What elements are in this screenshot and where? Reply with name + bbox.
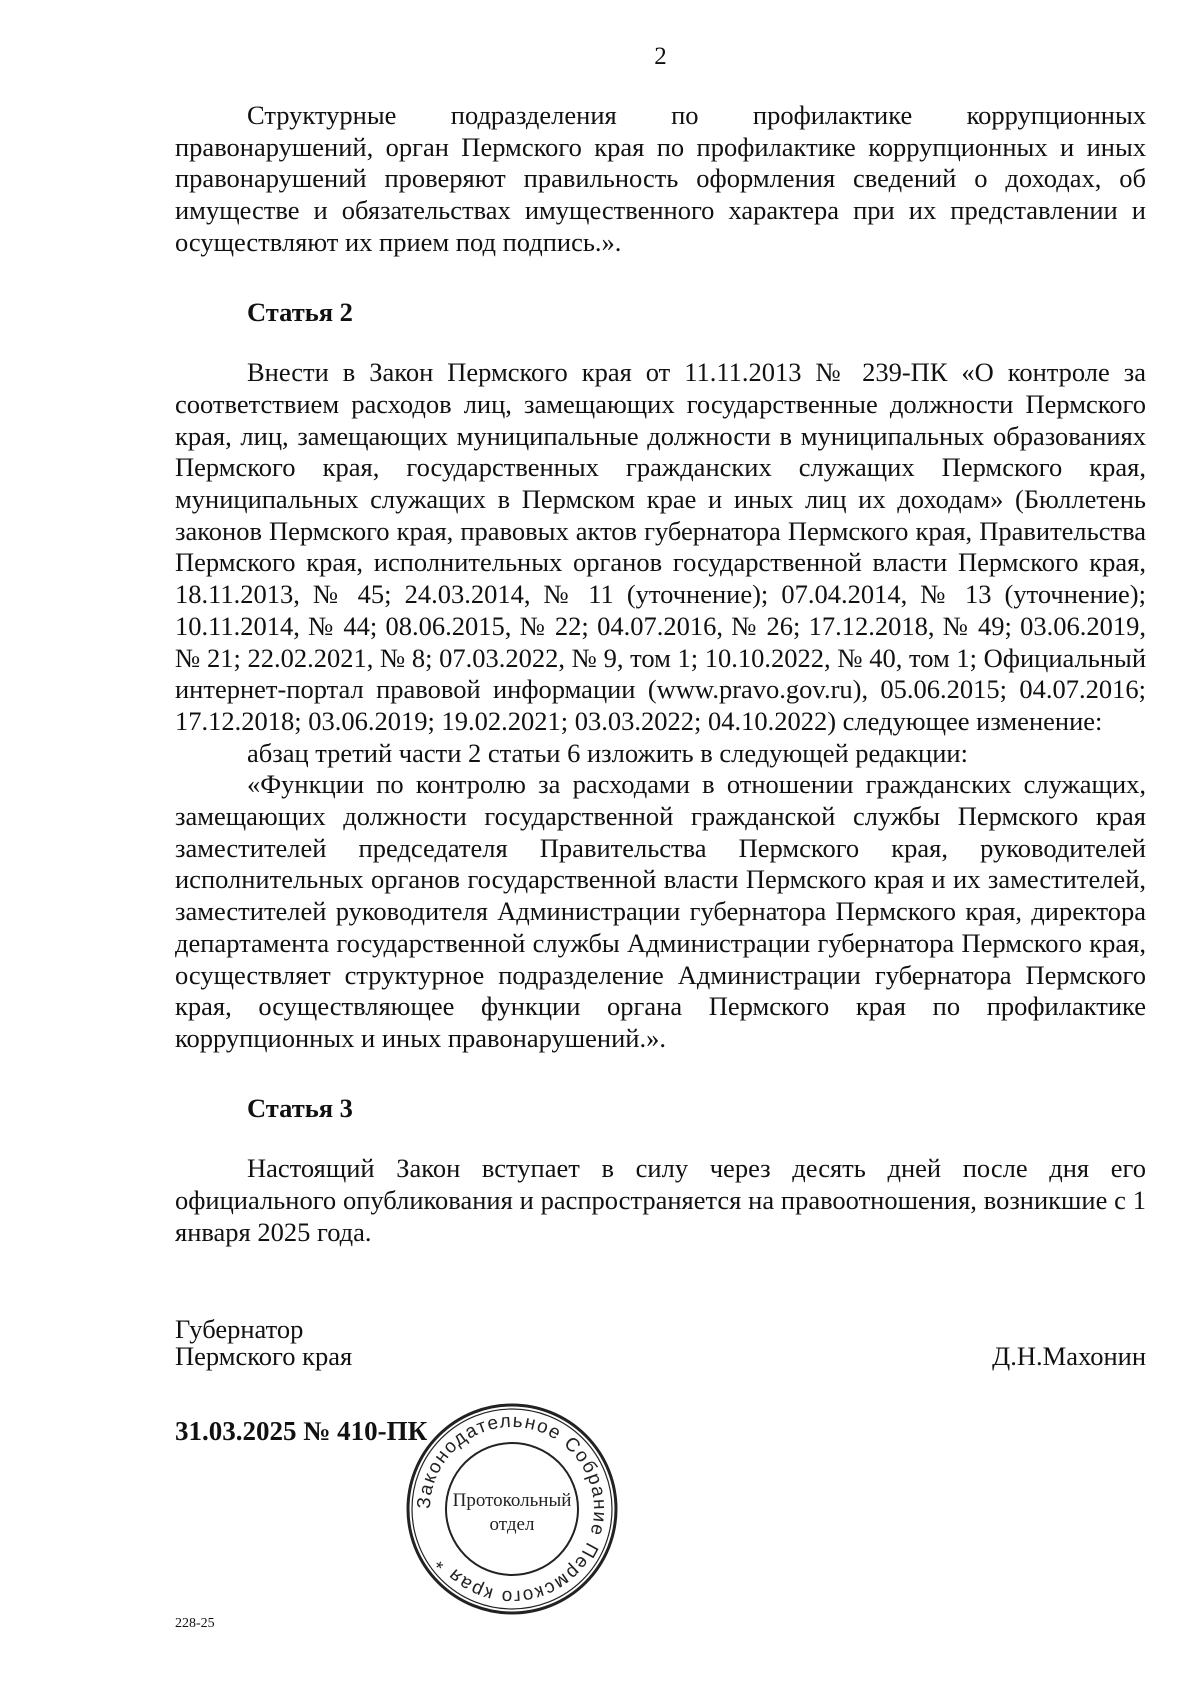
document-body <box>175 100 1146 1249</box>
stamp-inner-line-1: Протокольный <box>452 1490 572 1511</box>
signatory-position <box>175 1316 352 1370</box>
article-3-paragraph-1: Настоящий Закон вступает в силу через десять дней после дня его официального опубликования и распространяется на правоотношения, возникшие с 1 января 2025 года. <box>175 1153 1146 1247</box>
signatory-position-line-1: Губернатор <box>175 1314 304 1344</box>
article-3-title: Статья 3 <box>247 1092 353 1123</box>
article-2-title: Статья 2 <box>247 296 353 327</box>
article-2-paragraph-2: абзац третий части 2 статьи 6 изложить в следующей редакции: <box>247 737 968 768</box>
footer-registration-code: 228-25 <box>175 1616 215 1631</box>
stamp-outer-text-path: Законодательное Собрание Пермского края * <box>413 1410 611 1608</box>
page-number: 2 <box>654 43 667 70</box>
signatory-position-line-2: Пермского края <box>175 1341 353 1371</box>
article-2-paragraph-1: Внести в Закон Пермского края от 11.11.2013 № 239-ПК «О контроле за соответствием расходов лиц, замещающих государственные должности Пермского края, лиц, замещающих муниципальные должности в муниципальных образованиях Пермского края, государственных гражданских служащих Пермского края, муниципальных служащих в Пермском крае и иных лиц их доходам» (Бюллетень законов Пермского края, правовых актов губернатора Пермского края, Правительства Пермского края, исполнительных органов государственной власти Пермского края, 18.11.2013, № 45; 24.03.2014, № 11 (уточнение); 07.04.2014, № 13 (уточнение); 10.11.2014, № 44; 08.06.2015, № 22; 04.07.2016, № 26; 17.12.2018, № 49; 03.06.2019, № 21; 22.02.2021, № 8; 07.03.2022, № 9, том 1; 10.10.2022, № 40, том 1; Официальный интернет-портал правовой информации (www.pravo.gov.ru), 05.06.2015; 04.07.2016; 17.12.2018; 03.06.2019; 19.02.2021; 03.03.2022; 04.10.2022) следующее изменение: <box>175 357 1146 736</box>
protocol-department-stamp <box>402 1399 622 1619</box>
signatory-name: Д.Н.Махонин <box>992 1341 1146 1371</box>
intro-paragraph: Структурные подразделения по профилактике коррупционных правонарушений, орган Пермского края по профилактике коррупционных и иных правонарушений проверяют правильность оформления сведений о доходах, об имуществе и обязательствах имущественного характера при их представлении и осуществляют их прием под подпись.». <box>175 100 1146 257</box>
article-2-paragraph-3: «Функции по контролю за расходами в отношении гражданских служащих, замещающих должности государственной гражданской службы Пермского края заместителей председателя Правительства Пермского края, руководителей исполнительных органов государственной власти Пермского края и их заместителей, заместителей руководителя Администрации губернатора Пермского края, директора департамента государственной службы Администрации губернатора Пермского края, осуществляет структурное подразделение Администрации губернатора Пермского края, осуществляющее функции органа Пермского края по профилактике коррупционных и иных правонарушений.». <box>175 769 1146 1053</box>
law-date-number: 31.03.2025 № 410-ПК <box>175 1416 428 1446</box>
stamp-inner-line-2: отдел <box>489 1514 535 1535</box>
